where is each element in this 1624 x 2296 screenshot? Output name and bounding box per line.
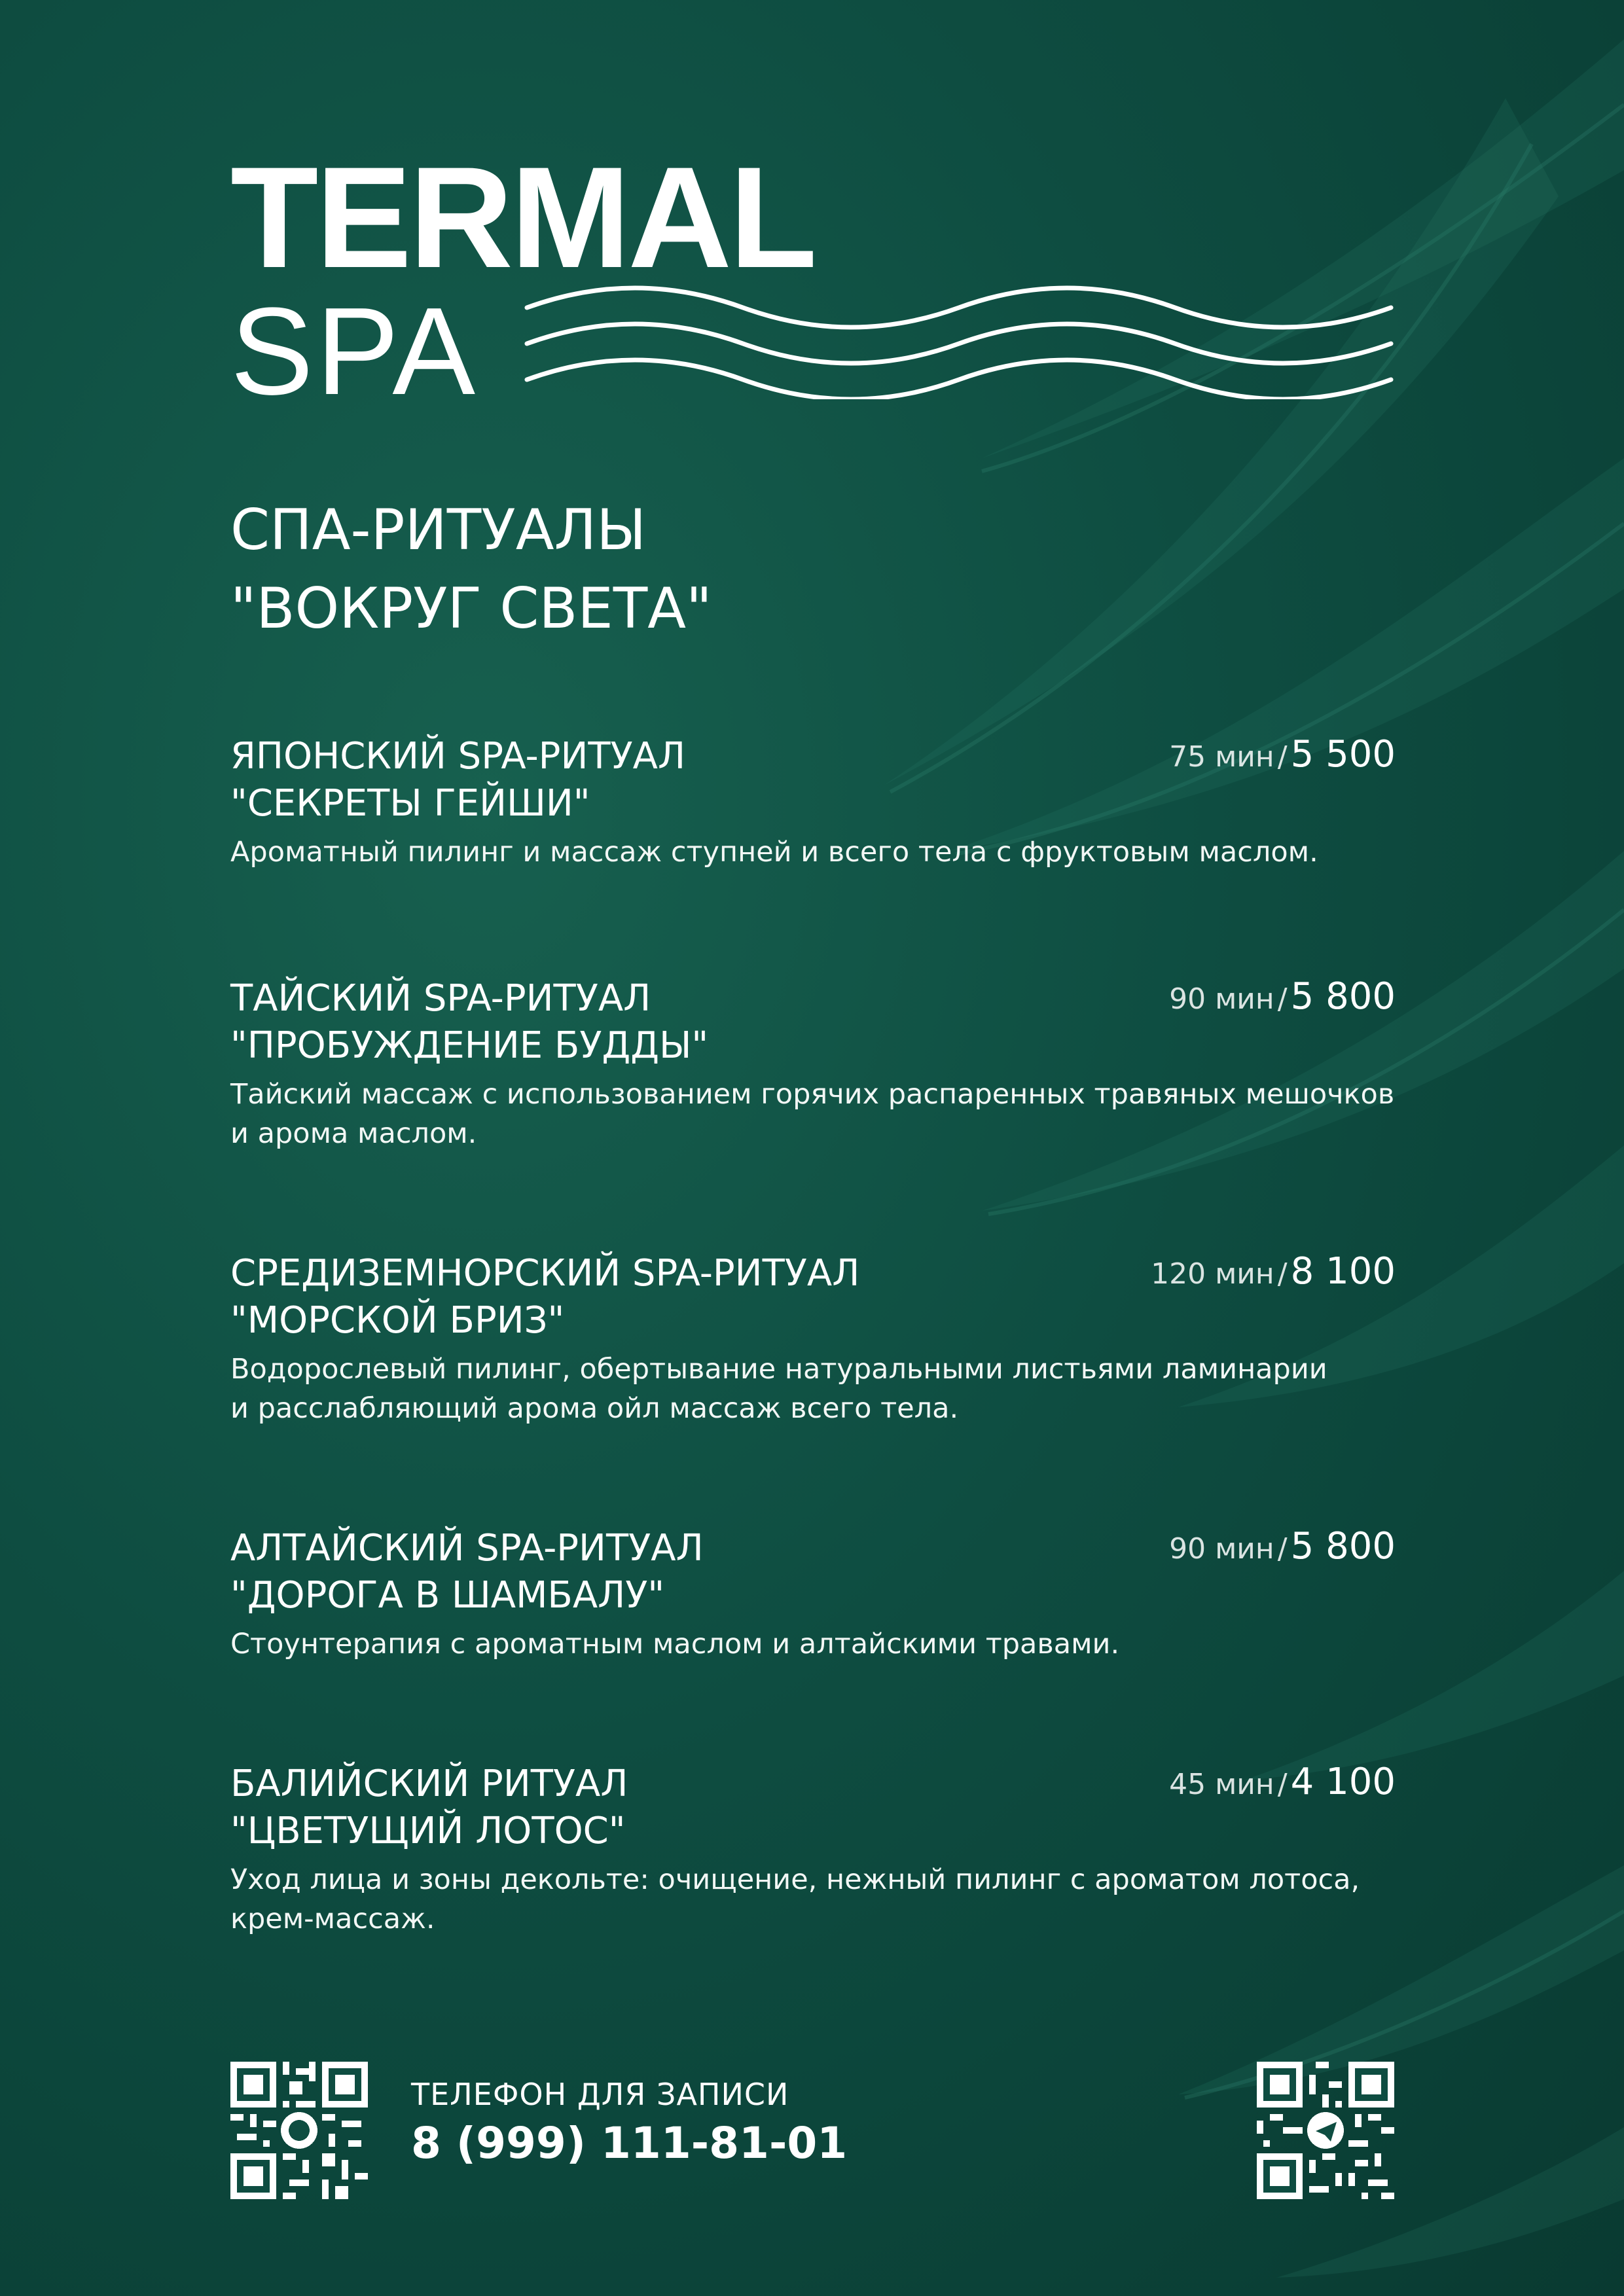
waves-icon [524, 281, 1394, 399]
service-item-mediterranean [230, 1250, 1396, 1428]
service-item-japanese [230, 733, 1396, 872]
service-title-line-1: БАЛИЙСКИЙ РИТУАЛ [230, 1763, 628, 1805]
service-duration: 45 мин [1169, 1768, 1274, 1801]
service-cost: 8 100 [1290, 1250, 1396, 1293]
service-title-line-2: "ДОРОГА В ШАМБАЛУ" [230, 1574, 665, 1617]
phone-number[interactable]: 8 (999) 111-81-01 [411, 2118, 848, 2168]
service-description-line-2: крем-массаж. [230, 1903, 435, 1935]
price-separator: / [1277, 982, 1288, 1016]
service-description [230, 1624, 1396, 1664]
service-cost: 5 500 [1290, 733, 1396, 776]
service-description-line-2: и расслабляющий арома ойл массаж всего тела. [230, 1392, 959, 1425]
service-description-line-1: Уход лица и зоны декольте: очищение, нежный пилинг с ароматом лотоса, [230, 1863, 1360, 1896]
service-title-line-1: ЯПОНСКИЙ SPA-РИТУАЛ [230, 735, 686, 778]
logo-termal-text: TERMAL [230, 137, 815, 298]
phone-label: ТЕЛЕФОН ДЛЯ ЗАПИСИ [411, 2077, 789, 2112]
service-title-line-1: АЛТАЙСКИЙ SPA-РИТУАЛ [230, 1527, 704, 1570]
service-duration: 75 мин [1169, 740, 1274, 774]
service-description-line-1: Стоунтерапия с ароматным маслом и алтайскими травами. [230, 1628, 1120, 1660]
service-title-line-1: СРЕДИЗЕМНОРСКИЙ SPA-РИТУАЛ [230, 1252, 860, 1295]
service-cost: 5 800 [1290, 975, 1396, 1018]
service-description-line-1: Ароматный пилинг и массаж ступней и всего тела с фруктовым маслом. [230, 836, 1318, 869]
service-price [1169, 1761, 1396, 1803]
price-separator: / [1277, 1532, 1288, 1566]
price-separator: / [1277, 1768, 1288, 1801]
service-item-altai [230, 1525, 1396, 1664]
service-duration: 90 мин [1169, 1532, 1274, 1566]
service-description-line-1: Водорослевый пилинг, обертывание натуральными листьями ламинарии [230, 1353, 1327, 1386]
service-description [230, 833, 1396, 872]
service-title-line-2: "СЕКРЕТЫ ГЕЙШИ" [230, 782, 590, 825]
service-price [1169, 975, 1396, 1018]
page-title-line-1: СПА-РИТУАЛЫ [230, 497, 647, 563]
service-item-thai [230, 975, 1396, 1153]
service-description [230, 1350, 1396, 1428]
service-duration: 90 мин [1169, 982, 1274, 1016]
price-separator: / [1277, 1257, 1288, 1291]
service-price [1169, 733, 1396, 776]
service-item-balinese [230, 1761, 1396, 1939]
service-duration: 120 мин [1151, 1257, 1274, 1291]
page-title [230, 491, 712, 648]
service-description-line-2: и арома маслом. [230, 1117, 477, 1150]
qr-code-whatsapp[interactable] [230, 2062, 368, 2199]
qr-code-telegram[interactable] [1257, 2062, 1394, 2199]
service-cost: 5 800 [1290, 1525, 1396, 1568]
service-price [1151, 1250, 1396, 1293]
service-title-line-2: "ПРОБУЖДЕНИЕ БУДДЫ" [230, 1024, 709, 1067]
page-title-line-2: "ВОКРУГ СВЕТА" [230, 576, 712, 641]
logo-spa-text: SPA [230, 282, 478, 421]
service-price [1169, 1525, 1396, 1568]
service-title-line-2: "ЦВЕТУЩИЙ ЛОТОС" [230, 1810, 626, 1852]
footer [0, 2055, 1624, 2212]
service-cost: 4 100 [1290, 1761, 1396, 1803]
service-title-line-1: ТАЙСКИЙ SPA-РИТУАЛ [230, 977, 651, 1020]
phone-block [411, 2075, 847, 2173]
service-description [230, 1860, 1396, 1939]
service-description-line-1: Тайский массаж с использованием горячих распаренных травяных мешочков [230, 1078, 1395, 1111]
price-separator: / [1277, 740, 1288, 774]
service-title-line-2: "МОРСКОЙ БРИЗ" [230, 1299, 565, 1342]
service-description [230, 1075, 1396, 1153]
